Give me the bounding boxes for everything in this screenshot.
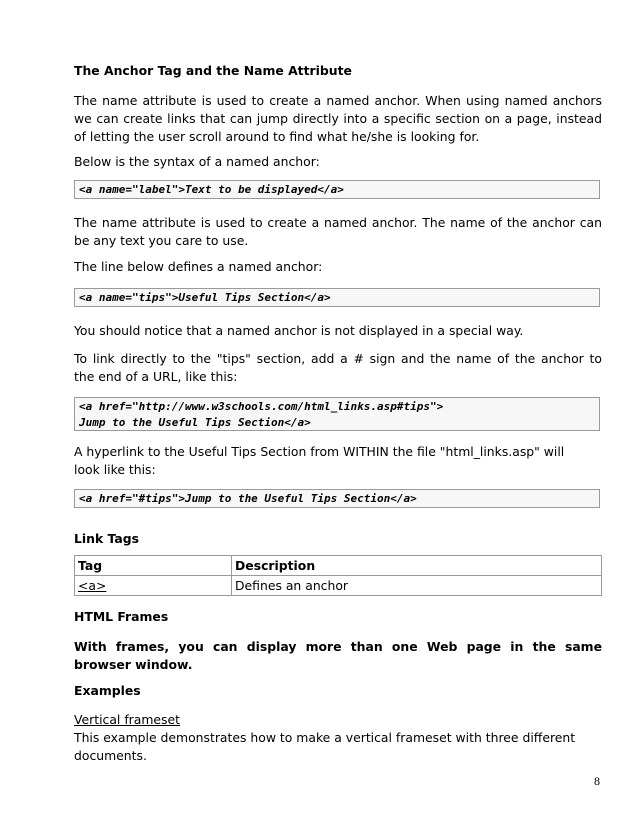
- paragraph-line: we can create links that can jump directly into a specific section on a page, instead: [74, 111, 602, 126]
- code-line: <a href="http://www.w3schools.com/html_links.asp#tips">: [79, 400, 444, 413]
- paragraph-line: Below is the syntax of a named anchor:: [74, 154, 320, 169]
- code-line: <a name="tips">Useful Tips Section</a>: [79, 291, 331, 304]
- code-line: <a href="#tips">Jump to the Useful Tips Section</a>: [79, 492, 417, 505]
- table-header-cell: Description: [232, 556, 602, 576]
- paragraph-line: To link directly to the "tips" section, add a # sign and the name of the anchor to: [74, 351, 602, 366]
- paragraph-line: The line below defines a named anchor:: [74, 259, 323, 274]
- paragraph-line: The name attribute is used to create a named anchor. When using named anchors: [74, 93, 602, 108]
- code-block: [74, 397, 600, 431]
- table-cell[interactable]: [75, 576, 232, 596]
- paragraph-line: the end of a URL, like this:: [74, 369, 238, 384]
- tag-link[interactable]: <a>: [78, 578, 107, 593]
- paragraph-line: The name attribute is used to create a named anchor. The name of the anchor can: [74, 215, 602, 230]
- section-heading: The Anchor Tag and the Name Attribute: [74, 63, 352, 78]
- table-row: [75, 576, 602, 596]
- page-number: 8: [594, 774, 600, 788]
- table-header-cell: Tag: [75, 556, 232, 576]
- paragraph-line: look like this:: [74, 462, 156, 477]
- example-line: [74, 711, 602, 730]
- code-block: [74, 288, 600, 307]
- paragraph-line: A hyperlink to the Useful Tips Section from WITHIN the file "html_links.asp" will: [74, 444, 565, 459]
- paragraph-line: be any text you care to use.: [74, 233, 249, 248]
- code-block: [74, 180, 600, 199]
- code-block: [74, 489, 600, 508]
- table-header-row: [75, 556, 602, 576]
- paragraph-line: of letting the user scroll around to find what he/she is looking for.: [74, 129, 480, 144]
- paragraph-line: You should notice that a named anchor is not displayed in a special way.: [74, 323, 524, 338]
- code-line: Jump to the Useful Tips Section</a>: [79, 416, 311, 429]
- paragraph-line: With frames, you can display more than one Web page in the same: [74, 639, 602, 654]
- paragraph-line: This example demonstrates how to make a vertical frameset with three different: [74, 730, 576, 745]
- examples-heading: Examples: [74, 683, 141, 698]
- link-tags-heading: Link Tags: [74, 531, 139, 546]
- paragraph-line: documents.: [74, 748, 147, 763]
- paragraph-line: browser window.: [74, 657, 193, 672]
- vertical-frameset-link[interactable]: Vertical frameset: [74, 712, 180, 727]
- frames-heading: HTML Frames: [74, 609, 169, 624]
- table-cell: Defines an anchor: [232, 576, 602, 596]
- link-tags-table: [74, 555, 602, 596]
- code-line: <a name="label">Text to be displayed</a>: [79, 183, 344, 196]
